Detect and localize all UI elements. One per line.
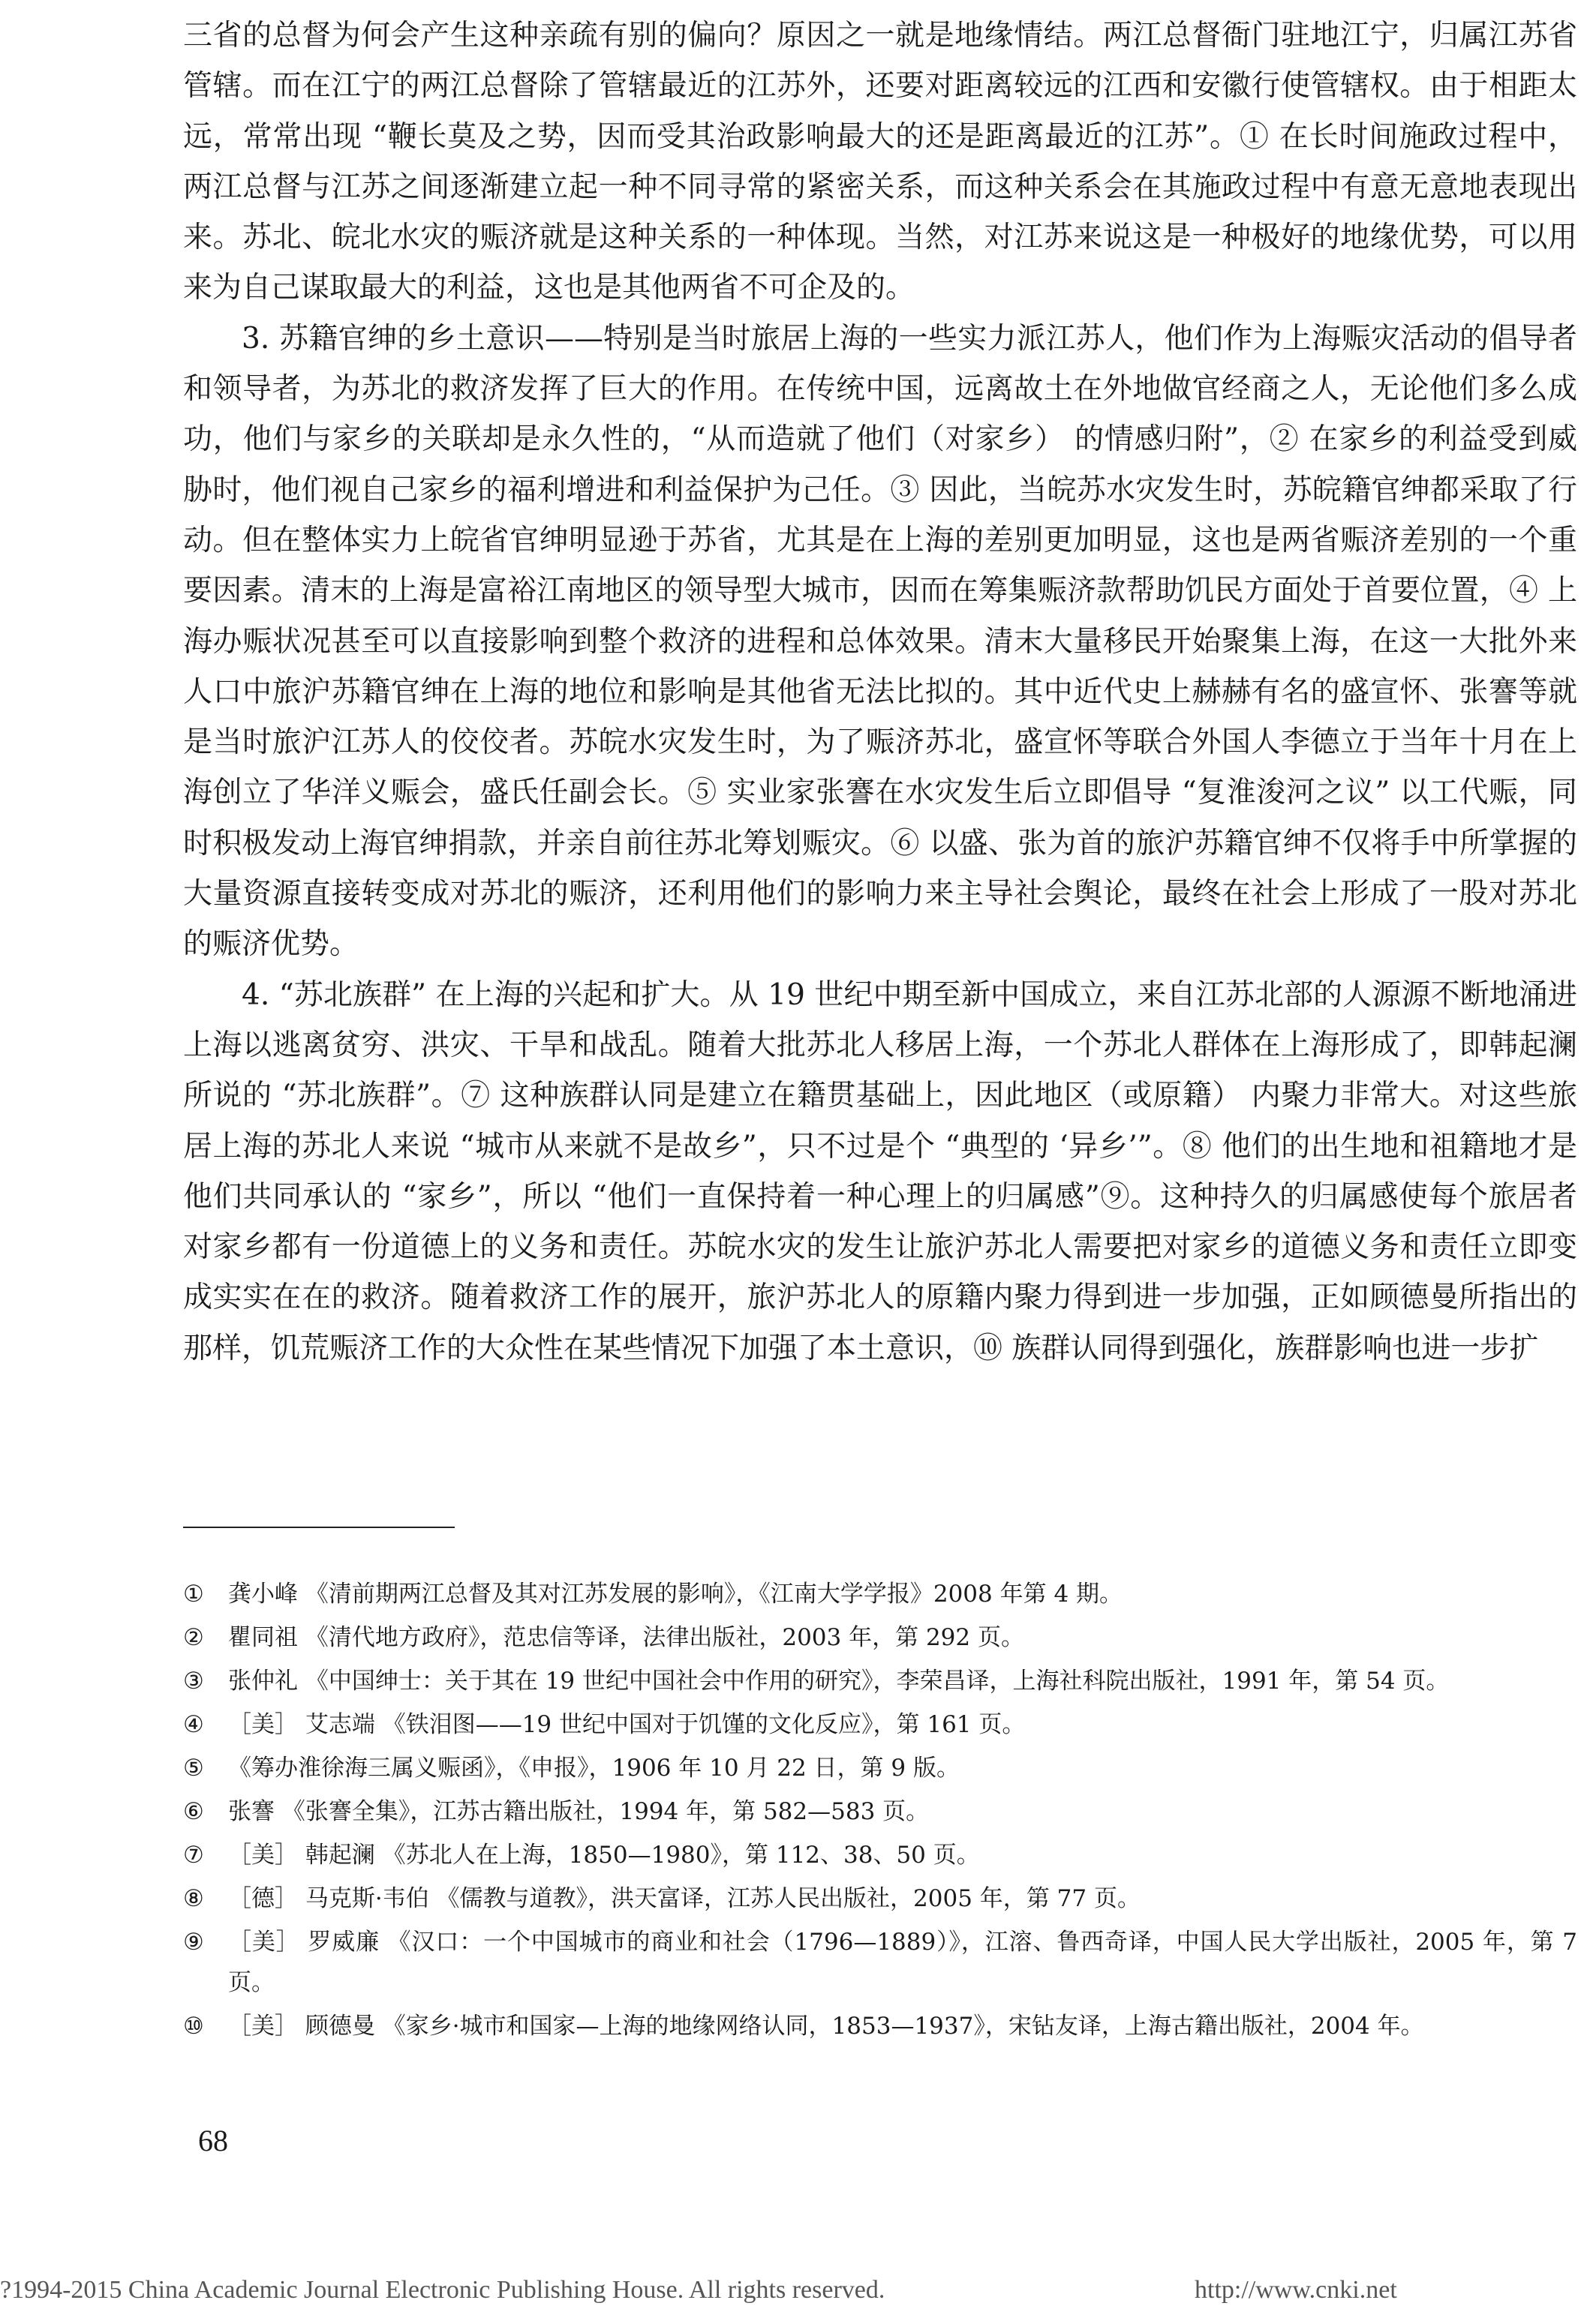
- footnote: [183, 1791, 1577, 1832]
- footnote-number: ⑩: [183, 2013, 204, 2040]
- footnote-number: ④: [183, 1711, 204, 1738]
- footnote: [183, 1617, 1577, 1658]
- footnote-text: 张仲礼 《中国绅士：关于其在 19 世纪中国社会中作用的研究》，李荣昌译，上海社科院出版社，1991 年，第 54 页。: [228, 1668, 1450, 1695]
- footnote-text: 瞿同祖 《清代地方政府》，范忠信等译，法律出版社，2003 年，第 292 页。: [228, 1624, 1024, 1651]
- footnote: [183, 1878, 1577, 1919]
- page-number: 68: [198, 2124, 228, 2157]
- footnote: [183, 1835, 1577, 1875]
- footnotes: [183, 1574, 1577, 2049]
- footer-url: http://www.cnki.net: [1195, 2276, 1397, 2304]
- footnote-text: ［美］ 韩起澜 《苏北人在上海，1850—1980》，第 112、38、50 页。: [228, 1842, 980, 1869]
- footnote: [183, 1704, 1577, 1745]
- footnote-text: 张謇 《张謇全集》，江苏古籍出版社，1994 年，第 582—583 页。: [228, 1798, 930, 1825]
- footnote: [183, 1574, 1577, 1614]
- footnote-text: ［德］ 马克斯·韦伯 《儒教与道教》，洪天富译，江苏人民出版社，2005 年，第 77 页。: [228, 1885, 1141, 1912]
- footnote-text: 《筹办淮徐海三属义赈函》，《申报》，1906 年 10 月 22 日，第 9 版。: [228, 1755, 960, 1782]
- footnote-number: ⑨: [183, 1929, 204, 1956]
- footnote-number: ⑤: [183, 1755, 204, 1782]
- footer: [0, 2276, 1596, 2304]
- footnote: [183, 2006, 1577, 2046]
- footnote-number: ③: [183, 1668, 204, 1695]
- footnote-text: ［美］ 顾德曼 《家乡·城市和国家—上海的地缘网络认同，1853—1937》，宋钻友译，上海古籍出版社，2004 年。: [228, 2013, 1424, 2040]
- footnote-number: ⑦: [183, 1842, 204, 1869]
- footnote-number: ⑧: [183, 1885, 204, 1912]
- footnote-number: ⑥: [183, 1798, 204, 1825]
- paragraph-1: 三省的总督为何会产生这种亲疏有别的偏向？原因之一就是地缘情结。两江总督衙门驻地江宁，归属江苏省管辖。而在江宁的两江总督除了管辖最近的江苏外，还要对距离较远的江西和安徽行使管辖权。由于相距太远，常常出现 “鞭长莫及之势，因而受其治政影响最大的还是距离最近的江苏”。① 在长时间施政过程中，两江总督与江苏之间逐渐建立起一种不同寻常的紧密关系，而这种关系会在其施政过程中有意无意地表现出来。苏北、皖北水灾的赈济就是这种关系的一种体现。当然，对江苏来说这是一种极好的地缘优势，可以用来为自己谋取最大的利益，这也是其他两省不可企及的。: [183, 19, 1577, 305]
- footnote: [183, 1922, 1577, 2003]
- paragraph-2: 3. 苏籍官绅的乡土意识——特别是当时旅居上海的一些实力派江苏人，他们作为上海赈灾活动的倡导者和领导者，为苏北的救济发挥了巨大的作用。在传统中国，远离故土在外地做官经商之人，无论他们多么成功，他们与家乡的关联却是永久性的，“从而造就了他们（对家乡） 的情感归附”，② 在家乡的利益受到威胁时，他们视自己家乡的福利增进和利益保护为己任。③ 因此，当皖苏水灾发生时，苏皖籍官绅都采取了行动。但在整体实力上皖省官绅明显逊于苏省，尤其是在上海的差别更加明显，这也是两省赈济差别的一个重要因素。清末的上海是富裕江南地区的领导型大城市，因而在筹集赈济款帮助饥民方面处于首要位置，④ 上海办赈状况甚至可以直接影响到整个救济的进程和总体效果。清末大量移民开始聚集上海，在这一大批外来人口中旅沪苏籍官绅在上海的地位和影响是其他省无法比拟的。其中近代史上赫赫有名的盛宣怀、张謇等就是当时旅沪江苏人的佼佼者。苏皖水灾发生时，为了赈济苏北，盛宣怀等联合外国人李德立于当年十月在上海创立了华洋义赈会，盛氏任副会长。⑤ 实业家张謇在水灾发生后立即倡导 “复淮浚河之议” 以工代赈，同时积极发动上海官绅捐款，并亲自前往苏北筹划赈灾。⑥ 以盛、张为首的旅沪苏籍官绅不仅将手中所掌握的大量资源直接转变成对苏北的赈济，还利用他们的影响力来主导社会舆论，最终在社会上形成了一股对苏北的赈济优势。: [183, 321, 1577, 962]
- footnote-text: ［美］ 艾志端 《铁泪图——19 世纪中国对于饥馑的文化反应》，第 161 页。: [228, 1711, 1026, 1738]
- footnote-divider: [183, 1527, 455, 1528]
- footnote-number: ②: [183, 1624, 204, 1651]
- footnote-number: ①: [183, 1581, 204, 1608]
- paragraph-3: 4. “苏北族群” 在上海的兴起和扩大。从 19 世纪中期至新中国成立，来自江苏北部的人源源不断地涌进上海以逃离贫穷、洪灾、干旱和战乱。随着大批苏北人移居上海，一个苏北人群体在上海形成了，即韩起澜所说的 “苏北族群”。⑦ 这种族群认同是建立在籍贯基础上，因此地区（或原籍） 内聚力非常大。对这些旅居上海的苏北人来说 “城市从来就不是故乡”，只不过是个 “典型的 ‘异乡’”。⑧ 他们的出生地和祖籍地才是他们共同承认的 “家乡”，所以 “他们一直保持着一种心理上的归属感”⑨。这种持久的归属感使每个旅居者对家乡都有一份道德上的义务和责任。苏皖水灾的发生让旅沪苏北人需要把对家乡的道德义务和责任立即变成实实在在的救济。随着救济工作的展开，旅沪苏北人的原籍内聚力得到进一步加强，正如顾德曼所指出的那样，饥荒赈济工作的大众性在某些情况下加强了本土意识，⑩ 族群认同得到强化，族群影响也进一步扩: [183, 977, 1577, 1365]
- footnote: [183, 1661, 1577, 1701]
- footnote-text: ［美］ 罗威廉 《汉口：一个中国城市的商业和社会（1796—1889）》，江溶、鲁西奇译，中国人民大学出版社，2005 年，第 7 页。: [228, 1929, 1577, 1996]
- footnote: [183, 1748, 1577, 1788]
- body-text: [183, 11, 1577, 1374]
- footnote-text: 龚小峰 《清前期两江总督及其对江苏发展的影响》，《江南大学学报》2008 年第 4 期。: [228, 1581, 1123, 1608]
- copyright-notice: ?1994-2015 China Academic Journal Electronic Publishing House. All rights reserved.: [0, 2276, 885, 2304]
